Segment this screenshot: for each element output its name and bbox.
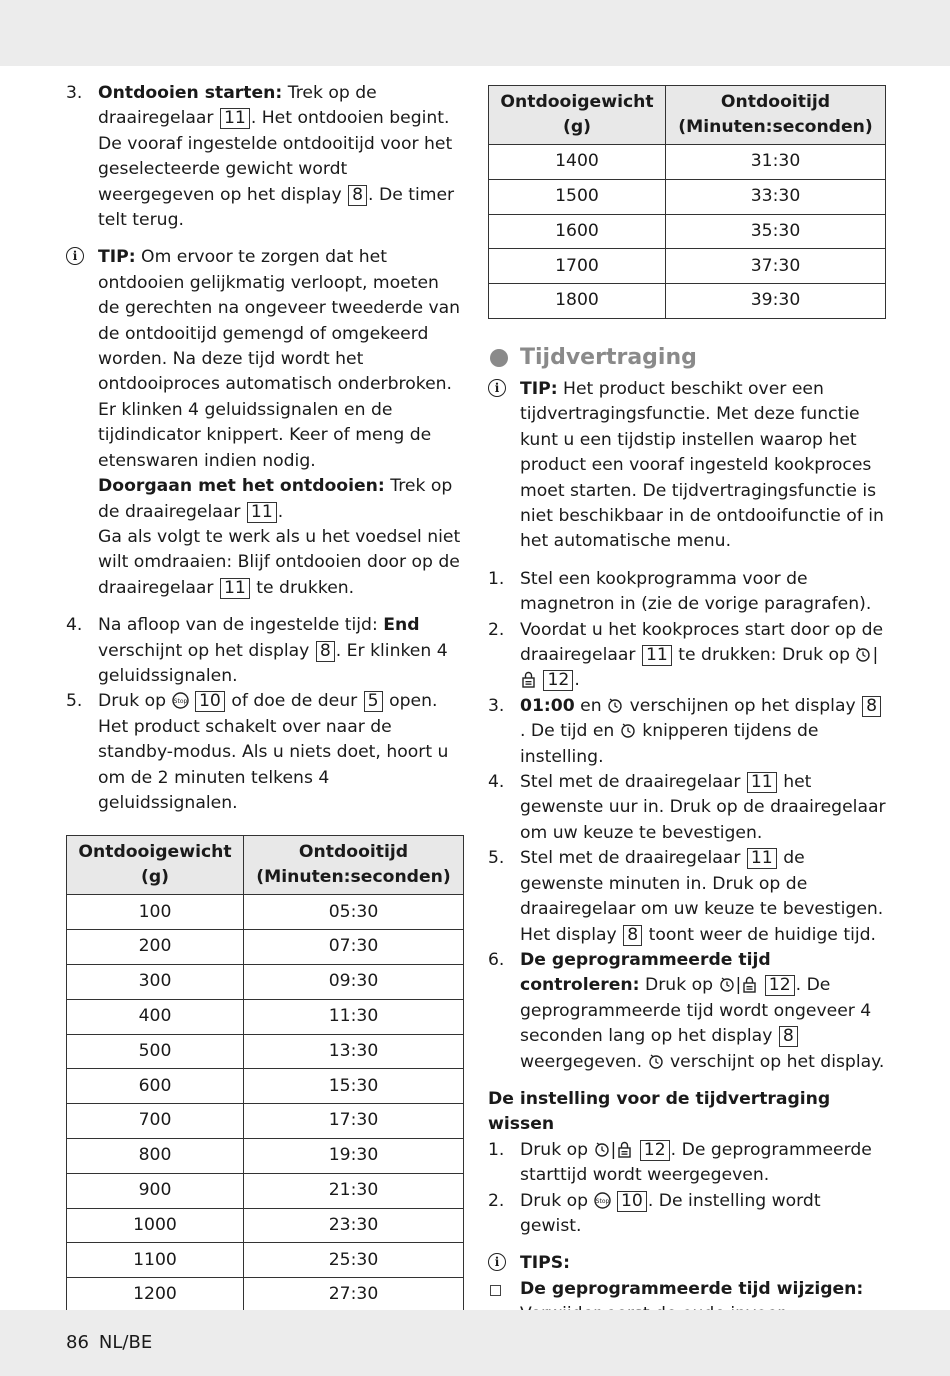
table-row	[67, 1173, 464, 1208]
ref-box: 8	[316, 641, 335, 662]
time-cell: 15:30	[244, 1069, 464, 1104]
clock-icon	[607, 697, 624, 714]
info-icon: i	[488, 1253, 506, 1271]
clock-icon	[648, 1053, 665, 1070]
table-row	[67, 1208, 464, 1243]
time-cell: 11:30	[244, 999, 464, 1034]
table-row	[67, 1034, 464, 1069]
clock-icon	[620, 722, 637, 739]
tips-block: i TIPS:	[488, 1251, 886, 1276]
ref-box: 12	[765, 975, 795, 996]
time-cell: 37:30	[666, 249, 886, 284]
table-row	[67, 930, 464, 965]
tips-item: De geprogrammeerde tijd wijzigen:	[488, 1277, 886, 1353]
weight-cell: 1700	[489, 249, 666, 284]
tip-block: i TIP: Het product beschikt over een tijdvertragingsfunctie. Met deze functie kunt u een tijdstip instellen waarop het product een vooraf ingesteld kookproces moet starten. De tijdvertragingsfunctie is niet beschikbaar in de ontdooifunctie of in het automatische menu.	[488, 377, 886, 555]
step-3: 3. 01:00 en verschijnen op het display 8. De tijd en knipperen tijdens de instelling.	[488, 694, 886, 770]
step-number: 3.	[66, 83, 83, 103]
stop-icon	[594, 1192, 611, 1209]
defrost-table-1	[66, 835, 464, 1347]
page-footer	[66, 1331, 162, 1355]
step-2: 2. Voordat u het kookproces start door op de draairegelaar 11 te drukken: Druk op | 12 .	[488, 619, 884, 691]
lock-icon	[741, 976, 758, 993]
table-row	[67, 999, 464, 1034]
step-6: 6. De geprogrammeerde tijd controleren: Druk op | 12 . De geprogrammeerde tijd wordt ongeveer 4 seconden lang op het display 8 weergegeven. verschijnt op het display.	[488, 949, 885, 1072]
weight-cell: 700	[67, 1104, 244, 1139]
table-header: Ontdooigewicht (g)	[67, 836, 244, 895]
step-3: 3. Ontdooien starten: Trek op de draairegelaar 11 . Het ontdooien begint. De vooraf ingestelde ontdooitijd voor het geselecteerde gewicht wordt weergegeven op het display 8 . De timer telt terug.	[66, 83, 455, 231]
ref-box: 11	[220, 578, 250, 599]
time-cell: 19:30	[244, 1138, 464, 1173]
time-cell: 23:30	[244, 1208, 464, 1243]
weight-cell: 800	[67, 1138, 244, 1173]
ref-box: 8	[623, 925, 642, 946]
tip-subtitle: Doorgaan met het ontdooien:	[98, 476, 385, 497]
ref-box: 12	[640, 1140, 670, 1161]
table-header: Ontdooitijd (Minuten:seconden)	[244, 836, 464, 895]
tip-block: i TIP: Om ervoor te zorgen dat het ontdooien gelijkmatig verloopt, moeten de gerechten na ongeveer tweederde van de ontdooitijd gemengd of omgekeerd worden. Na deze tijd wordt het ontdooiproces automatisch onderbroken. Er klinken 4 geluidssignalen en de tijdindicator knippert. Keer of meng de etenswaren indien nodig. Doorgaan met het ontdooien: Trek op de draairegelaar 11 . Ga als volgt te werk als u het voedsel niet wilt omdraaien: Blijf ontdooien door op de draairegelaar 11 te drukken.	[66, 245, 464, 601]
ref-box: 10	[617, 1191, 647, 1212]
info-icon: i	[66, 247, 84, 265]
ref-box: 12	[543, 670, 573, 691]
table-row	[489, 249, 886, 284]
bullet-icon	[490, 349, 508, 367]
table-row	[489, 145, 886, 180]
section-heading: Tijdvertraging	[488, 343, 886, 373]
weight-cell: 1200	[67, 1278, 244, 1313]
table-row	[67, 1104, 464, 1139]
table-header: Ontdooigewicht (g)	[489, 86, 666, 145]
ref-box: 8	[779, 1026, 798, 1047]
ref-box: 11	[642, 645, 672, 666]
table-header: Ontdooitijd (Minuten:seconden)	[666, 86, 886, 145]
tip-label: TIP:	[98, 247, 136, 268]
step-1: 1. Stel een kookprogramma voor de magnetron in (zie de vorige paragrafen).	[488, 568, 872, 615]
weight-cell: 100	[67, 895, 244, 930]
weight-cell: 1500	[489, 179, 666, 214]
time-cell: 39:30	[666, 284, 886, 319]
language-label: NL/BE	[98, 1332, 153, 1353]
stop-icon	[172, 692, 189, 709]
ref-box: 11	[747, 772, 777, 793]
weight-cell: 900	[67, 1173, 244, 1208]
lock-icon	[520, 671, 537, 688]
ref-box: 8	[348, 185, 367, 206]
weight-cell: 500	[67, 1034, 244, 1069]
ref-box: 10	[195, 691, 225, 712]
weight-cell: 400	[67, 999, 244, 1034]
weight-cell: 1000	[67, 1208, 244, 1243]
time-cell: 35:30	[666, 214, 886, 249]
weight-cell: 1600	[489, 214, 666, 249]
ref-box: 8	[862, 696, 881, 717]
time-cell: 09:30	[244, 964, 464, 999]
wipe-step-1: 1. Druk op | 12 . De geprogrammeerde starttijd wordt weergegeven.	[488, 1139, 872, 1186]
ref-box: 11	[247, 502, 277, 523]
time-cell: 21:30	[244, 1173, 464, 1208]
clock-icon	[855, 646, 872, 663]
time-cell: 25:30	[244, 1243, 464, 1278]
table-row	[489, 284, 886, 319]
table-row	[67, 1069, 464, 1104]
table-row	[67, 1243, 464, 1278]
sub-heading: De instelling voor de tijdvertraging wissen	[488, 1088, 831, 1135]
left-column	[66, 81, 464, 1348]
info-icon: i	[488, 379, 506, 397]
ref-box: 11	[747, 848, 777, 869]
checkbox-bullet-icon	[490, 1285, 501, 1296]
step-4: 4. Na afloop van de ingestelde tijd: End verschijnt op het display 8 . Er klinken 4 geluidssignalen.	[66, 615, 448, 686]
lock-icon	[616, 1141, 633, 1158]
step-4: 4. Stel met de draairegelaar 11 het gewenste uur in. Druk op de draairegelaar om uw keuze te bevestigen.	[488, 772, 886, 843]
step-title: Ontdooien starten:	[98, 83, 283, 103]
time-cell: 27:30	[244, 1278, 464, 1313]
wipe-step-2: 2. Druk op 10 . De instelling wordt gewist.	[488, 1190, 821, 1236]
ref-box: 5	[364, 691, 383, 712]
time-cell: 33:30	[666, 179, 886, 214]
table-row	[67, 895, 464, 930]
time-cell: 17:30	[244, 1104, 464, 1139]
defrost-table-2	[488, 85, 886, 319]
weight-cell: 1100	[67, 1243, 244, 1278]
table-row	[67, 1278, 464, 1313]
weight-cell: 1400	[489, 145, 666, 180]
step-5: 5. Druk op 10 of doe de deur 5 open. Het product schakelt over naar de standby-modus. Als u niets doet, hoort u om de 2 minuten telkens 4 geluidssignalen.	[66, 691, 449, 813]
clock-icon	[594, 1141, 611, 1158]
clock-icon	[719, 976, 736, 993]
right-column	[488, 85, 886, 1353]
step-5: 5. Stel met de draairegelaar 11 de gewenste minuten in. Druk op de draairegelaar om uw keuze te bevestigen. Het display 8 toont weer de huidige tijd.	[488, 848, 884, 945]
table-row	[67, 1138, 464, 1173]
ref-box: 11	[220, 108, 250, 129]
time-cell: 07:30	[244, 930, 464, 965]
table-row	[489, 179, 886, 214]
table-row	[67, 964, 464, 999]
weight-cell: 1800	[489, 284, 666, 319]
time-cell: 05:30	[244, 895, 464, 930]
weight-cell: 200	[67, 930, 244, 965]
page-number: 86	[66, 1332, 89, 1353]
table-row	[489, 214, 886, 249]
weight-cell: 600	[67, 1069, 244, 1104]
time-cell: 13:30	[244, 1034, 464, 1069]
time-cell: 31:30	[666, 145, 886, 180]
weight-cell: 300	[67, 964, 244, 999]
header-band	[0, 0, 950, 66]
